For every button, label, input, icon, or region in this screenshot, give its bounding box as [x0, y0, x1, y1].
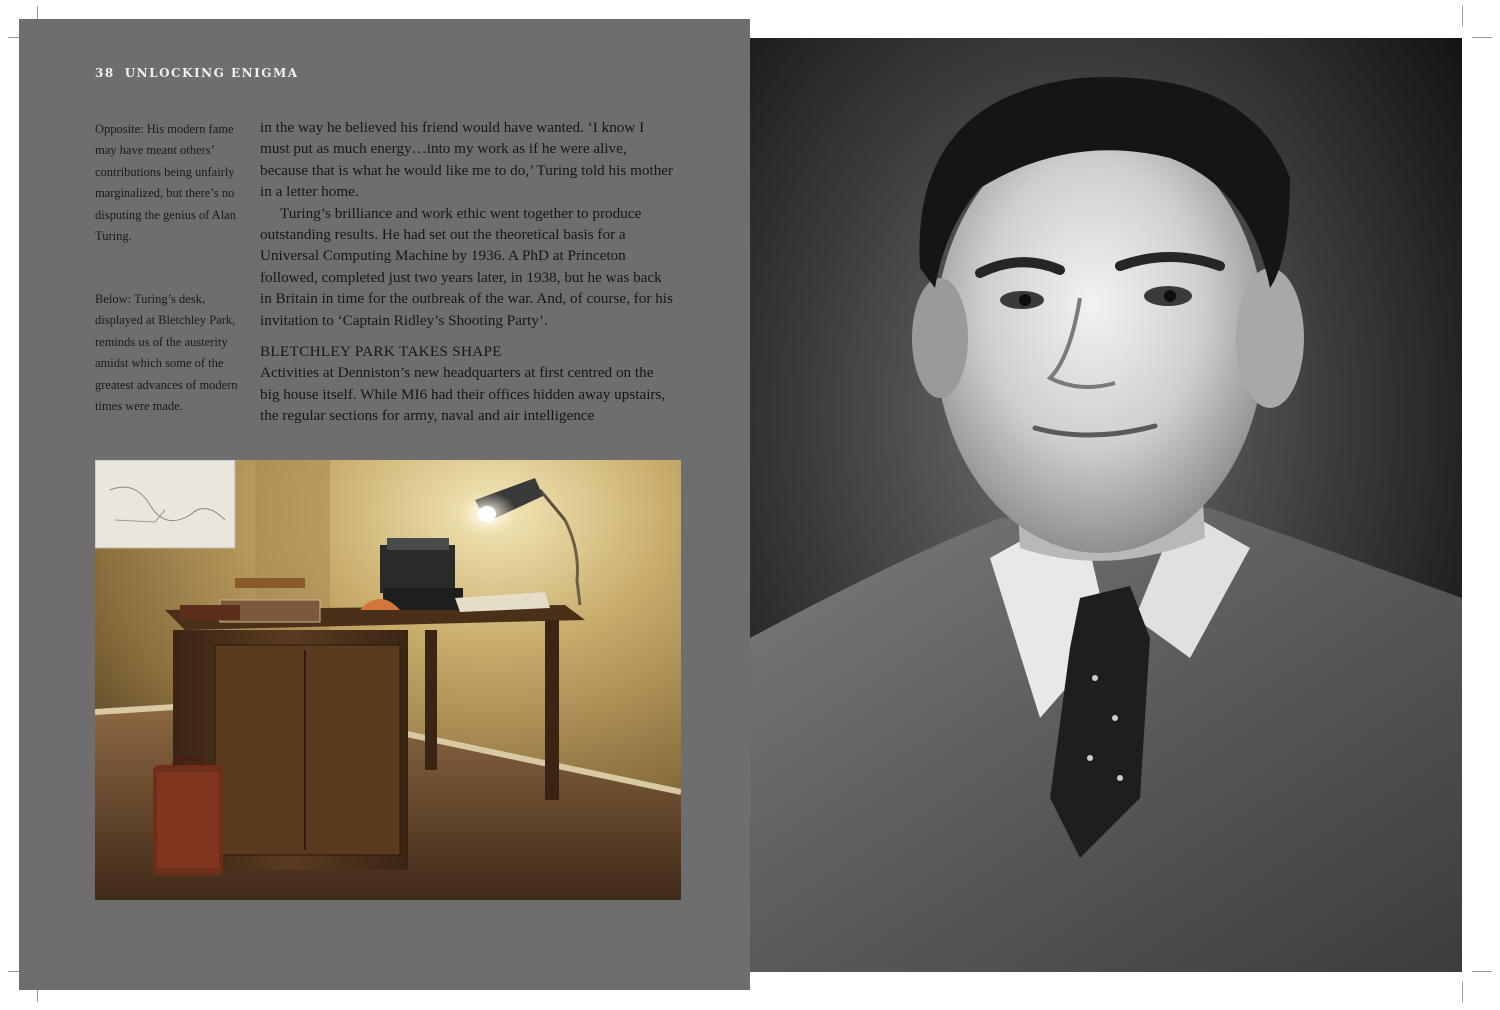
portrait-illustration: [750, 38, 1462, 972]
desk-photo: [95, 460, 681, 900]
caption-below: Below: Turing’s desk, displayed at Bletchley Park, reminds us of the austerity amidst which some of the greatest advances of modern times were made.: [95, 292, 238, 414]
crop-mark: [1472, 37, 1492, 38]
section-subheading: BLETCHLEY PARK TAKES SHAPE: [260, 343, 502, 361]
portrait-photo: [750, 38, 1462, 972]
body-paragraph: in the way he believed his friend would have wanted. ‘I know I must put as much energy…into my work as if he were alive, because that is what he would like me to do,’ Turing told his mother in a letter home.: [260, 119, 674, 201]
body-text: [260, 117, 675, 427]
caption-opposite: Opposite: His modern fame may have meant others’ contributions being unfairly marginalized, but there’s no disputing the genius of Alan Turing.: [95, 122, 236, 244]
page-number: 38: [95, 66, 115, 80]
crop-mark: [1462, 982, 1463, 1002]
crop-mark: [1472, 971, 1492, 972]
body-paragraph: Turing’s brilliance and work ethic went together to produce outstanding results. He had set out the theoretical basis for a Universal Computing Machine by 1936. A PhD at Princeton followed, completed just two years later, in 1938, but he was back in Britain in time for the outbreak of the war. And, of course, for his invitation to ‘Captain Ridley’s Shooting Party’.: [260, 204, 673, 329]
left-page: [19, 19, 750, 990]
running-head: [95, 66, 299, 80]
running-head-title: UNLOCKING ENIGMA: [124, 66, 299, 80]
crop-mark: [1462, 6, 1463, 26]
body-paragraph: Activities at Denniston’s new headquarters at first centred on the big house itself. While MI6 had their offices hidden away upstairs, the regular sections for army, naval and air intelligence: [260, 364, 666, 425]
desk-photo-illustration: [95, 460, 681, 900]
